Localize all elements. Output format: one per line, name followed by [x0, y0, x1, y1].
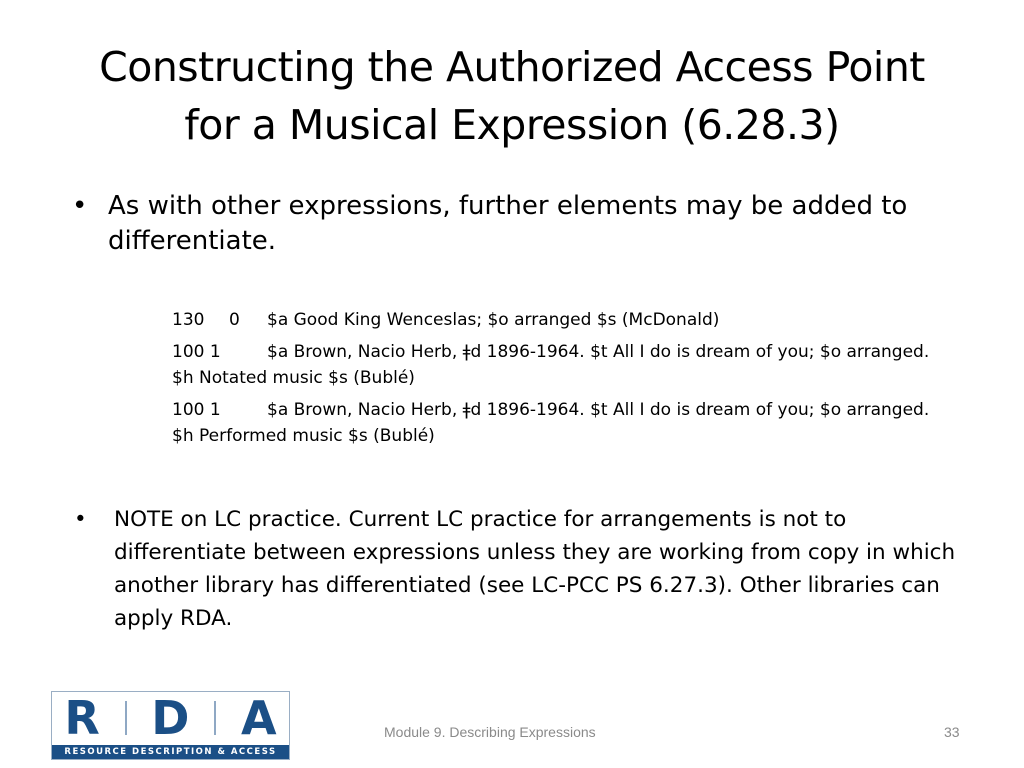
bullet-item-2: [74, 503, 974, 635]
marc-field-text: $a Brown, Nacio Herb, ǂd 1896-1964. $t All I do is dream of you; $o arranged. $h Notated music $s (Bublé): [172, 342, 930, 388]
rda-logo-letters: [52, 692, 289, 743]
marc-record-3: [172, 397, 932, 449]
marc-field-text: $a Brown, Nacio Herb, ǂd 1896-1964. $t All I do is dream of you; $o arranged. $h Performed music $s (Bublé): [172, 400, 930, 446]
marc-tag: 130: [172, 310, 205, 330]
slide-title: [40, 38, 984, 154]
marc-records-list: [172, 307, 932, 455]
rda-logo-letter-r: R: [64, 690, 100, 745]
marc-tag: 100 1: [172, 400, 221, 420]
rda-logo-tagline: RESOURCE DESCRIPTION & ACCESS: [52, 745, 289, 759]
bullet-text-2: NOTE on LC practice. Current LC practice for arrangements is not to differentiate between expressions unless they are working from copy in which another library has differentiated (see LC-PCC PS 6.27.3). Other libraries can apply RDA.: [114, 507, 956, 631]
marc-record-2: [172, 339, 932, 391]
rda-logo-divider: [125, 701, 127, 735]
marc-tag: 100 1: [172, 342, 221, 362]
rda-logo-letter-a: A: [240, 690, 277, 745]
marc-record-1: [172, 307, 932, 333]
bullet-item-1: [72, 189, 972, 259]
marc-indicator: 0: [229, 310, 240, 330]
bullet-text-1: As with other expressions, further elements may be added to differentiate.: [108, 191, 908, 256]
bullet-dot: •: [74, 507, 87, 532]
slide-title-line-2: for a Musical Expression (6.28.3): [184, 101, 840, 149]
slide-title-line-1: Constructing the Authorized Access Point: [99, 43, 925, 91]
bullet-dot: •: [72, 191, 88, 221]
rda-logo: [51, 691, 290, 760]
marc-field-text: $a Good King Wenceslas; $o arranged $s (McDonald): [267, 310, 720, 330]
rda-logo-divider: [214, 701, 216, 735]
rda-logo-letter-d: D: [151, 690, 190, 745]
footer-module-text: Module 9. Describing Expressions: [384, 724, 596, 740]
page-number: 33: [944, 724, 960, 740]
